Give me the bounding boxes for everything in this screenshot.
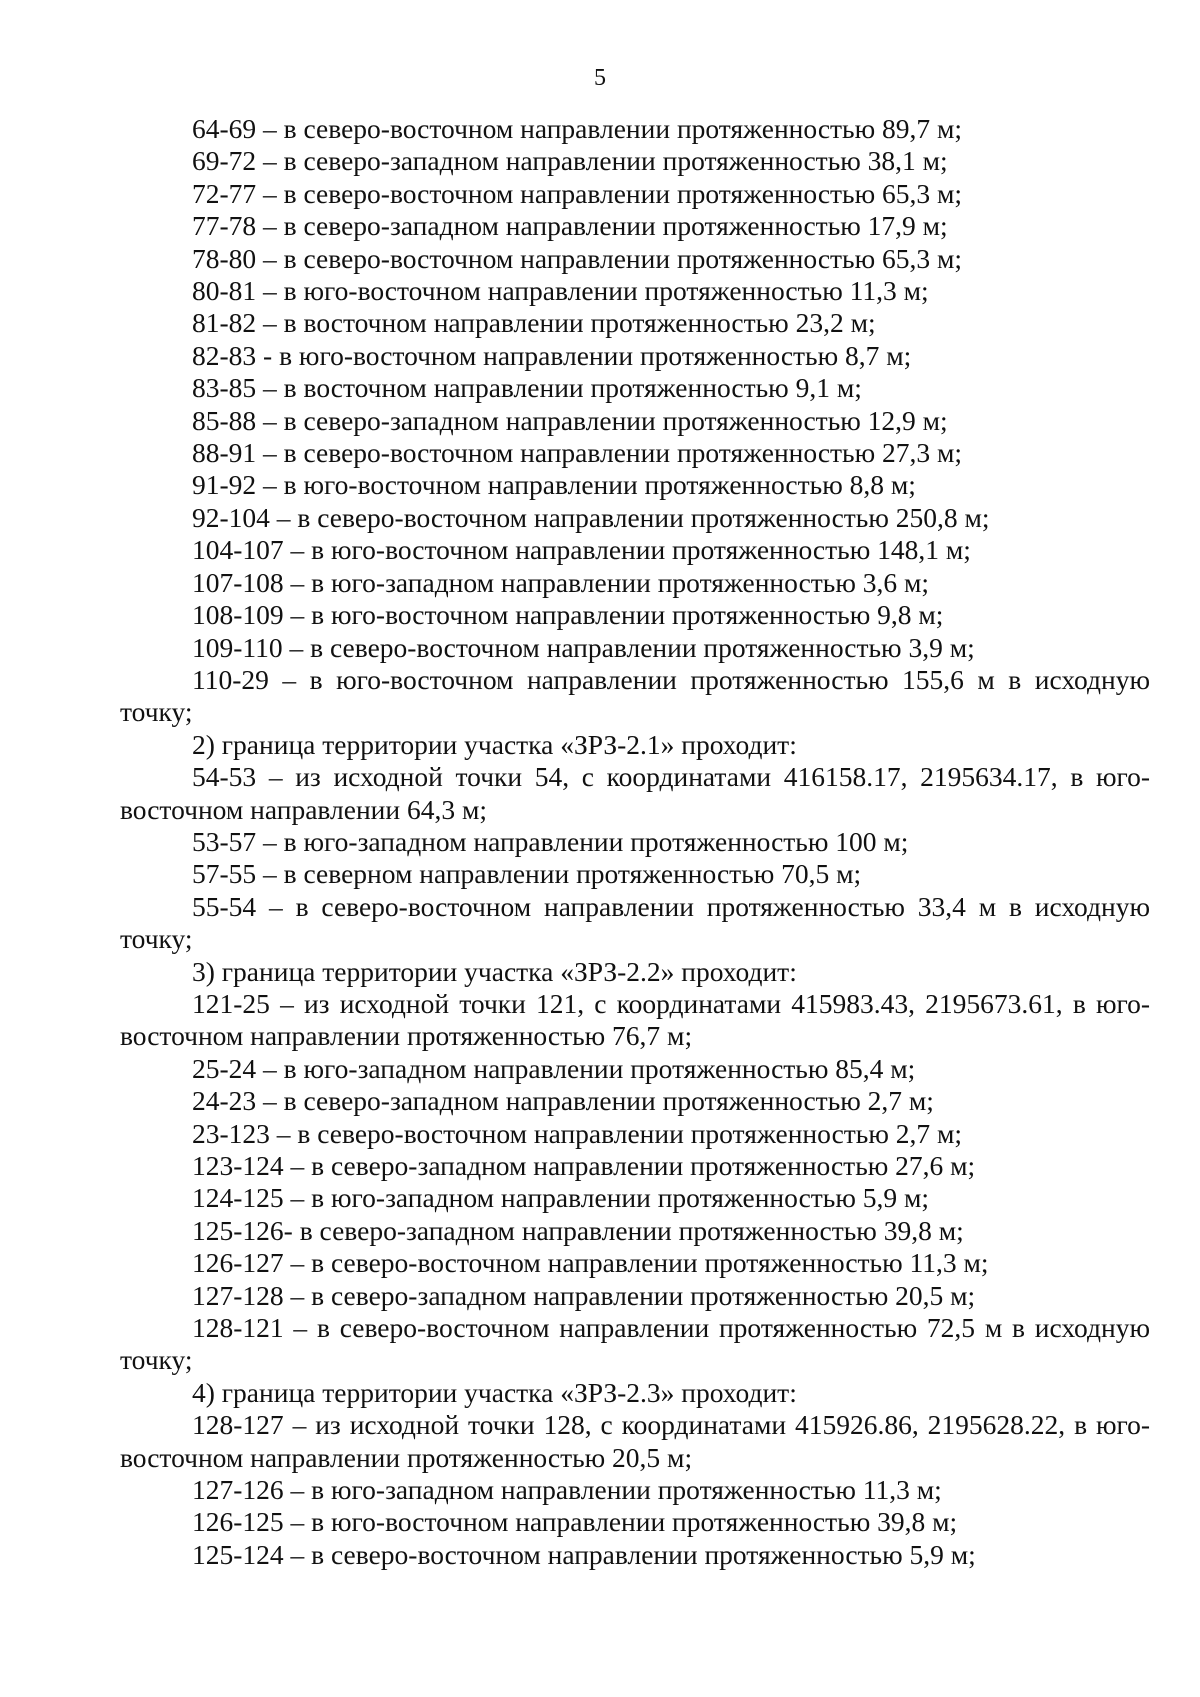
segment-104-107: 104-107 – в юго-восточном направлении протяженностью 148,1 м; xyxy=(192,534,971,566)
document-body xyxy=(120,113,1150,1571)
segment-92-104: 92-104 – в северо-восточном направлении протяженностью 250,8 м; xyxy=(192,501,990,533)
segment-69-72: 69-72 – в северо-западном направлении протяженностью 38,1 м; xyxy=(192,145,948,177)
segment-107-108: 107-108 – в юго-западном направлении протяженностью 3,6 м; xyxy=(192,566,930,598)
segment-108-109: 108-109 – в юго-восточном направлении протяженностью 9,8 м; xyxy=(192,599,944,631)
segment-54-53: 54-53 – из исходной точки 54, с координатами 416158.17, 2195634.17, в юго-восточном направлении 64,3 м; xyxy=(120,761,1150,825)
segment-85-88: 85-88 – в северо-западном направлении протяженностью 12,9 м; xyxy=(192,404,948,436)
segment-91-92: 91-92 – в юго-восточном направлении протяженностью 8,8 м; xyxy=(192,469,916,501)
segment-64-69: 64-69 – в северо-восточном направлении протяженностью 89,7 м; xyxy=(192,113,963,144)
segment-77-78: 77-78 – в северо-западном направлении протяженностью 17,9 м; xyxy=(192,210,948,242)
segment-125-124: 125-124 – в северо-восточном направлении протяженностью 5,9 м; xyxy=(192,1538,976,1570)
segment-72-77: 72-77 – в северо-восточном направлении протяженностью 65,3 м; xyxy=(192,177,963,209)
section-heading-zrz-2-2: 3) граница территории участка «ЗРЗ-2.2» проходит: xyxy=(192,955,797,987)
segment-23-123: 23-123 – в северо-восточном направлении протяженностью 2,7 м; xyxy=(192,1117,963,1149)
segment-53-57: 53-57 – в юго-западном направлении протяженностью 100 м; xyxy=(192,825,909,857)
segment-81-82: 81-82 – в восточном направлении протяженностью 23,2 м; xyxy=(192,307,876,339)
segment-82-83: 82-83 - в юго-восточном направлении протяженностью 8,7 м; xyxy=(192,339,912,371)
segment-109-110: 109-110 – в северо-восточном направлении протяженностью 3,9 м; xyxy=(192,631,975,663)
segment-57-55: 57-55 – в северном направлении протяженностью 70,5 м; xyxy=(192,858,862,890)
segment-123-124: 123-124 – в северо-западном направлении протяженностью 27,6 м; xyxy=(192,1150,976,1181)
segment-80-81: 80-81 – в юго-восточном направлении протяженностью 11,3 м; xyxy=(192,275,929,307)
segment-110-29: 110-29 – в юго-восточном направлении протяженностью 155,6 м в исходную точку; xyxy=(120,663,1150,728)
segment-128-127: 128-127 – из исходной точки 128, с координатами 415926.86, 2195628.22, в юго-восточном направлении протяженностью 20,5 м; xyxy=(120,1409,1150,1473)
segment-83-85: 83-85 – в восточном направлении протяженностью 9,1 м; xyxy=(192,372,862,404)
segment-78-80: 78-80 – в северо-восточном направлении протяженностью 65,3 м; xyxy=(192,242,963,274)
segment-55-54: 55-54 – в северо-восточном направлении протяженностью 33,4 м в исходную точку; xyxy=(120,890,1150,955)
segment-88-91: 88-91 – в северо-восточном направлении протяженностью 27,3 м; xyxy=(192,437,963,469)
segment-121-25: 121-25 – из исходной точки 121, с координатами 415983.43, 2195673.61, в юго-восточном направлении протяженностью 76,7 м; xyxy=(120,987,1150,1052)
segment-127-128: 127-128 – в северо-западном направлении протяженностью 20,5 м; xyxy=(192,1279,976,1311)
segment-126-127: 126-127 – в северо-восточном направлении протяженностью 11,3 м; xyxy=(192,1247,989,1279)
segment-25-24: 25-24 – в юго-западном направлении протяженностью 85,4 м; xyxy=(192,1052,916,1084)
segment-125-126: 125-126- в северо-западном направлении протяженностью 39,8 м; xyxy=(192,1214,964,1246)
section-heading-zrz-2-1: 2) граница территории участка «ЗРЗ-2.1» проходит: xyxy=(192,728,797,760)
segment-24-23: 24-23 – в северо-западном направлении протяженностью 2,7 м; xyxy=(192,1085,934,1117)
segment-124-125: 124-125 – в юго-западном направлении протяженностью 5,9 м; xyxy=(192,1182,930,1214)
segment-127-126: 127-126 – в юго-западном направлении протяженностью 11,3 м; xyxy=(192,1474,942,1506)
segment-128-121: 128-121 – в северо-восточном направлении протяженностью 72,5 м в исходную точку; xyxy=(120,1312,1150,1376)
section-heading-zrz-2-3: 4) граница территории участка «ЗРЗ-2.3» проходит: xyxy=(192,1376,797,1408)
segment-126-125: 126-125 – в юго-восточном направлении протяженностью 39,8 м; xyxy=(192,1506,958,1538)
page-number: 5 xyxy=(594,65,606,91)
